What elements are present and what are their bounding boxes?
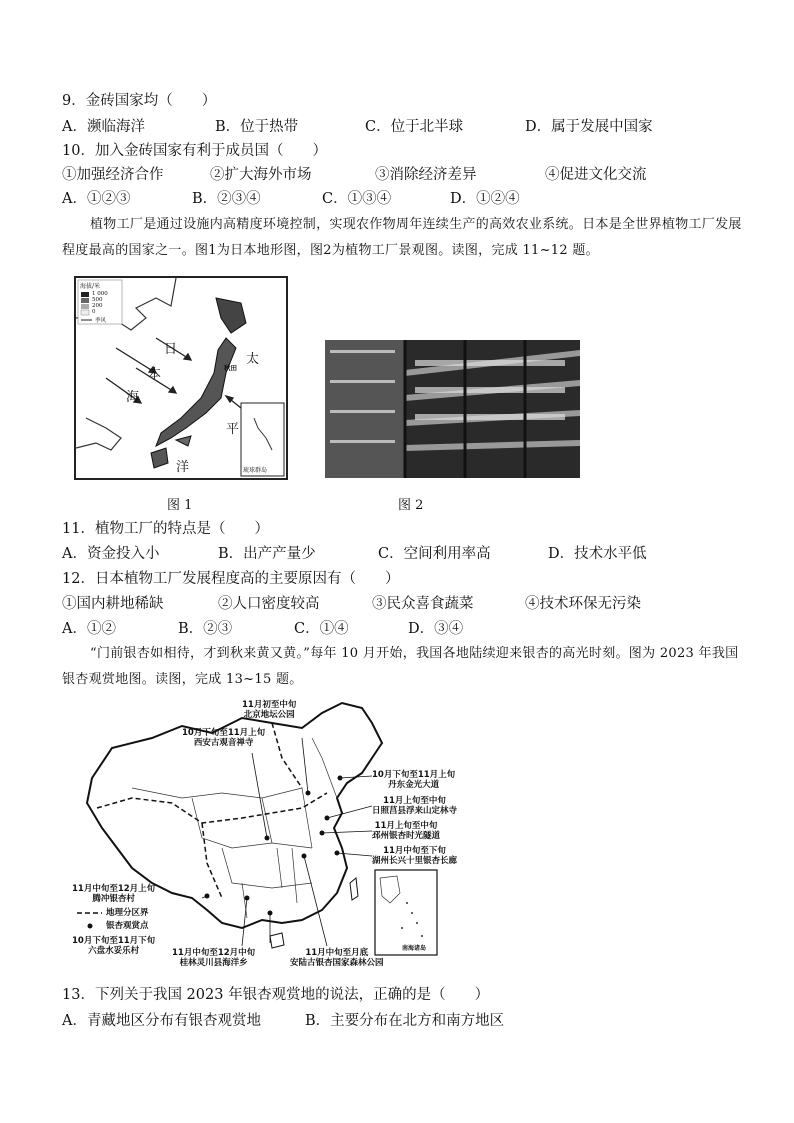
- q10-option-d: D．①②④: [450, 191, 520, 207]
- q13-option-b: B．主要分布在北方和南方地区: [305, 1013, 505, 1029]
- q9-option-d: D．属于发展中国家: [525, 119, 653, 135]
- q11-option-d: D．技术水平低: [548, 546, 647, 562]
- spot-xian: 10月下旬至11月上旬 西安古观音禅寺: [182, 728, 266, 748]
- q10-option-a: A．①②③: [62, 191, 131, 207]
- q12-option-c: C．①④: [294, 621, 349, 637]
- q12-stem: 12．日本植物工厂发展程度高的主要原因有（ ）: [62, 571, 400, 587]
- china-ginkgo-map: [72, 698, 502, 978]
- q12-item-2: ②人口密度较高: [218, 596, 320, 612]
- spot-huzhou: 11月中旬至下旬 湖州长兴十里银杏长廊: [372, 846, 458, 866]
- q10-item-1: ①加强经济合作: [62, 167, 164, 183]
- q9-option-a: A．濒临海洋: [62, 119, 145, 135]
- figure-2-plant-factory-photo: [325, 340, 580, 478]
- legend-wind: 季风: [95, 318, 107, 324]
- spot-guilin: 11月中旬至12月中旬 桂林灵川县海洋乡: [172, 948, 256, 968]
- inset-south-china-sea: 南海诸岛: [402, 945, 427, 952]
- q12-option-b: B．②③: [178, 621, 233, 637]
- map-city-akita: 秋田: [224, 364, 237, 372]
- q13-option-a: A．青藏地区分布有银杏观赏地: [62, 1013, 261, 1029]
- q9-option-c: C．位于北半球: [365, 119, 464, 135]
- plant-factory-graphic: [325, 340, 580, 478]
- spot-dandong: 10月下旬至11月上旬 丹东金光大道: [372, 770, 456, 790]
- q12-item-3: ③民众喜食蔬菜: [372, 596, 474, 612]
- map-inset-ryukyu: 琉球群岛: [243, 467, 268, 474]
- legend-ginkgo-spot: 银杏观赏点: [106, 921, 149, 931]
- q12-item-1: ①国内耕地稀缺: [62, 596, 164, 612]
- q9-option-b: B．位于热带: [215, 119, 299, 135]
- figure-1-japan-map: [74, 276, 288, 480]
- q10-item-2: ②扩大海外市场: [210, 167, 312, 183]
- legend-title: 海拔/米: [80, 283, 101, 290]
- legend-values: 1 000 500 200 0: [92, 291, 108, 315]
- q11-option-b: B．出产产量少: [218, 546, 316, 562]
- q12-option-a: A．①②: [62, 621, 116, 637]
- map-label-ping: 平: [226, 422, 240, 437]
- q11-stem: 11．植物工厂的特点是（ ）: [62, 521, 269, 537]
- q9-stem: 9．金砖国家均（ ）: [62, 93, 217, 109]
- map-label-hai: 海: [126, 390, 140, 405]
- map-label-ri: 日: [164, 342, 178, 357]
- spot-beijing: 11月初至中旬 北京地坛公园: [242, 700, 297, 720]
- figure-1-caption: 图 1: [167, 498, 193, 513]
- spot-anlu: 11月中旬至月底 安陆古银杏国家森林公园: [290, 948, 384, 968]
- q10-option-c: C．①③④: [322, 191, 392, 207]
- figure-2-caption: 图 2: [398, 498, 424, 513]
- q10-option-b: B．②③④: [192, 191, 261, 207]
- passage-plant-factory: 植物工厂是通过设施内高精度环境控制，实现农作物周年连续生产的高效农业系统。日本是全世界植物工厂发展程度最高的国家之一。图1为日本地形图，图2为植物工厂景观图。读图，完成 11~12 题。: [62, 217, 742, 258]
- q10-stem: 10．加入金砖国家有利于成员国（ ）: [62, 143, 327, 159]
- spot-tengchong: 11月中旬至12月上旬 腾冲银杏村: [72, 884, 156, 904]
- spot-liupanshui: 10月下旬至11月下旬 六盘水妥乐村: [72, 936, 156, 956]
- map-label-yang: 洋: [176, 460, 190, 475]
- q11-option-a: A．资金投入小: [62, 546, 160, 562]
- q10-item-4: ④促进文化交流: [545, 167, 647, 183]
- q13-stem: 13．下列关于我国 2023 年银杏观赏地的说法，正确的是（ ）: [62, 987, 490, 1003]
- spot-pizhou: 11月上旬至中旬 邳州银杏时光隧道: [372, 821, 441, 841]
- q11-option-c: C．空间利用率高: [378, 546, 491, 562]
- q12-option-d: D．③④: [408, 621, 464, 637]
- map-label-ben: 本: [148, 367, 162, 382]
- spot-rizhao: 11月上旬至中旬 日照莒县浮来山定林寺: [372, 796, 458, 816]
- passage-ginkgo: “门前银杏如相待，才到秋来黄又黄。”每年 10 月开始，我国各地陆续迎来银杏的高光时刻。图为 2023 年我国银杏观赏地图。读图，完成 13~15 题。: [62, 646, 739, 687]
- q12-item-4: ④技术环保无污染: [525, 596, 641, 612]
- legend-division-line: 地理分区界: [106, 908, 149, 918]
- q10-item-3: ③消除经济差异: [375, 167, 477, 183]
- map-label-tai: 太: [246, 352, 260, 367]
